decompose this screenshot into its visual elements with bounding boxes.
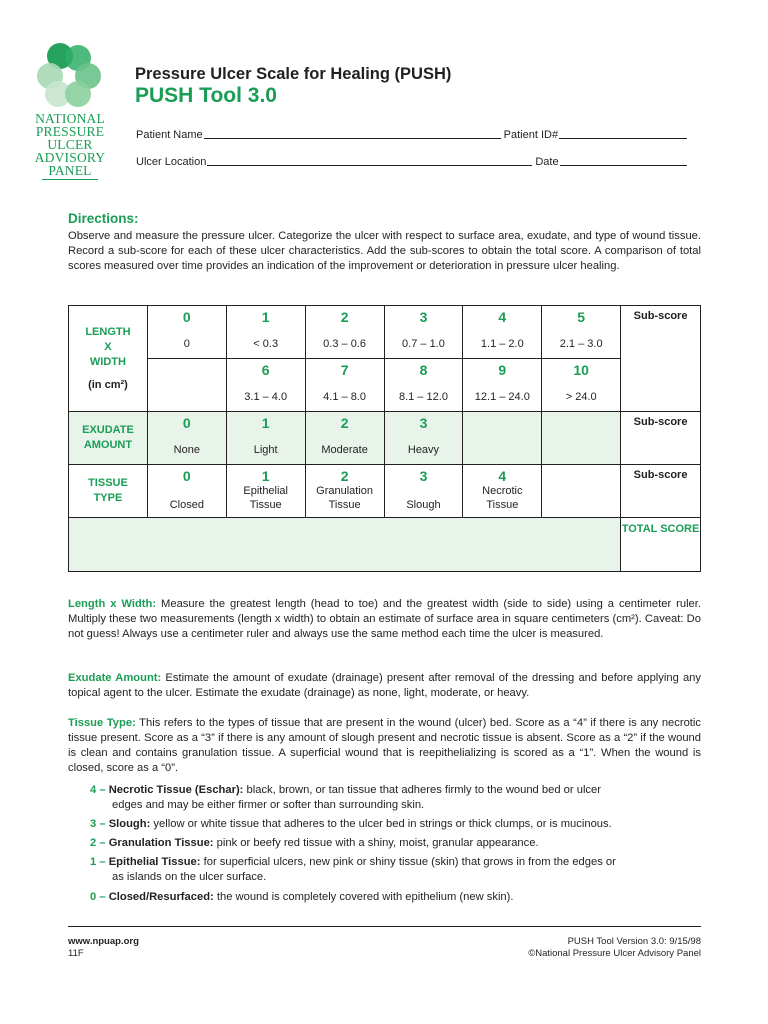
exudate-label-1: EXUDATE [82,424,134,436]
tissue-list-term: Epithelial Tissue: [108,856,201,868]
footer-copyright: ©National Pressure Ulcer Advisory Panel [528,948,701,959]
exudate-label [69,412,148,465]
score-number: 3 [419,415,428,431]
tissue-type-text: This refers to the types of tissue that are present in the wound (ulcer) bed. Score as a “4” if there is any necrotic tissue present. Score as a “3” if there is any amount of slough present and necrotic tissue is absent. Score as a “2” if the wound is clean and contains granulation tissue. A superficial wound that is reepithelializing is scored as a “1”. When the wound is closed, score as a “0”. [68,717,701,774]
footer-code: 11F [68,948,84,959]
tissue-list-dash: – [96,818,109,830]
directions-text: Observe and measure the pressure ulcer. Categorize the ulcer with respect to surface area, exudate, and type of wound tissue. Record a sub-score for each of these ulcer characteristics. Add the sub-scores to obtain the total score. A comparison of total scores measured over time provides an indication of the improvement or deterioration in pressure ulcer healing. [68,230,701,272]
tissue-list-item-1 [90,855,700,885]
tissue-list-line1: pink or beefy red tissue with a shiny, moist, granular appearance. [213,837,539,849]
ulcer-location-field[interactable] [207,155,532,166]
score-number: 3 [419,309,428,325]
score-value: 8.1 – 12.0 [399,391,448,403]
length-cell-5 [542,306,621,359]
score-number: 6 [261,362,270,378]
score-value: Moderate [321,444,368,456]
tissue-list-term: Granulation Tissue: [108,837,214,849]
exudate-lead: Exudate Amount: [68,672,162,684]
length-cell-8 [384,359,463,412]
score-number: 0 [182,309,191,325]
score-value: 0 [183,338,190,350]
ulcer-location-label: Ulcer Location [136,156,207,168]
tissue-list-dash: – [96,837,109,849]
score-value: 0.7 – 1.0 [402,338,445,350]
tissue-list-item-0 [90,890,700,905]
length-cell-9 [463,359,542,412]
score-value: Heavy [407,444,440,456]
score-number: 2 [340,415,349,431]
score-value-2: Tissue [486,499,519,511]
score-number: 9 [498,362,507,378]
score-value-1 [148,484,226,498]
length-subscore-cell[interactable] [621,306,701,412]
score-value-2: Tissue [249,499,282,511]
length-cell-6 [226,359,305,412]
length-cell-7 [305,359,384,412]
tissue-list-dash: – [96,784,109,796]
logo-text [30,112,110,180]
score-value: 1.1 – 2.0 [480,338,524,350]
tissue-list-item-2 [90,836,700,851]
score-number: 1 [261,415,270,431]
logo-line-3: ULCER [47,137,93,152]
date-field[interactable] [560,155,687,166]
npuap-logo [30,42,110,182]
score-number: 4 [498,468,507,484]
page-title: Pressure Ulcer Scale for Healing (PUSH) [135,65,452,83]
length-label: LENGTH [85,325,131,338]
x-label: X [104,340,112,353]
patient-id-label: Patient ID# [503,129,559,141]
tissue-list-term: Slough: [108,818,151,830]
tissue-cell-2 [305,465,384,518]
score-value-1: Epithelial [243,485,288,497]
tissue-cell-0 [147,465,226,518]
tissue-cell-3 [384,465,463,518]
length-width-text: Measure the greatest length (head to toe) and the greatest width (side to side) using a centimeter ruler. Multiply these two measurements (length x width) to obtain an estimate of surface area in square centimeters (cm²). Caveat: Do not guess! Always use a centimeter ruler and always use the same method each time the ulcer is measured. [68,598,701,640]
score-number: 1 [261,468,270,484]
patient-id-field[interactable] [559,128,687,139]
score-value: 12.1 – 24.0 [474,391,530,403]
logo-line-5: PANEL [48,163,92,178]
tissue-subscore-cell[interactable] [621,465,701,518]
length-cell-2 [305,306,384,359]
patient-row [136,128,690,141]
tissue-list-dash: – [96,891,109,903]
subscore-label: Sub-score [633,469,688,481]
score-value-2: Slough [406,499,441,511]
score-value-2: Closed [169,499,204,511]
footer-version: PUSH Tool Version 3.0: 9/15/98 [567,936,701,947]
score-value: < 0.3 [253,338,279,350]
exudate-cell-0 [147,412,226,465]
score-value-1: Necrotic [482,485,523,497]
score-number: 2 [340,309,349,325]
length-width-paragraph [68,597,701,642]
length-cell-1 [226,306,305,359]
score-number: 5 [577,309,586,325]
tissue-list-term: Necrotic Tissue (Eschar): [108,784,244,796]
patient-name-label: Patient Name [136,129,203,141]
tissue-cell-4 [463,465,542,518]
score-value: Light [253,444,278,456]
score-value-2: Tissue [328,499,361,511]
length-width-lead: Length x Width: [68,598,157,610]
push-score-table [68,305,701,572]
score-number: 10 [573,362,589,378]
score-value: > 24.0 [565,391,597,403]
tissue-list-line1: the wound is completely covered with epithelium (new skin). [213,891,514,903]
score-value: 3.1 – 4.0 [244,391,288,403]
total-score-cell[interactable] [621,518,701,572]
tissue-label-1: TISSUE [88,477,128,489]
subscore-label: Sub-score [633,416,688,428]
logo-underline [42,179,98,180]
length-cell-empty [147,359,226,412]
tissue-list-num: 0 [90,891,97,903]
length-unit-label: (in cm²) [88,378,128,391]
score-value-1 [385,484,463,498]
tissue-list-num: 4 [90,784,97,796]
tissue-list-item-4 [90,783,700,813]
score-number: 4 [498,309,507,325]
score-number: 0 [182,415,191,431]
exudate-paragraph [68,671,701,701]
length-cell-10 [542,359,621,412]
exudate-cell-1 [226,412,305,465]
footer-rule [68,926,701,927]
exudate-cell-empty [542,412,621,465]
tissue-list-num: 3 [90,818,97,830]
length-cell-4 [463,306,542,359]
logo-circles-icon [32,42,108,114]
location-row [136,155,690,168]
width-label: WIDTH [89,355,126,368]
exudate-subscore-cell[interactable] [621,412,701,465]
tissue-list-line1: yellow or white tissue that adheres to the ulcer bed in strings or thick clumps, or is mucinous. [150,818,612,830]
tissue-list-term: Closed/Resurfaced: [108,891,214,903]
exudate-cell-3 [384,412,463,465]
directions-heading: Directions: [68,211,139,226]
patient-name-field[interactable] [204,128,501,139]
tissue-type-lead: Tissue Type: [68,717,136,729]
page-subtitle: PUSH Tool 3.0 [135,84,277,107]
exudate-label-2: AMOUNT [83,439,133,451]
tissue-list-line1: for superficial ulcers, new pink or shiny tissue (skin) that grows in from the edges or [200,856,616,868]
tissue-label [69,465,148,518]
tissue-list-num: 2 [90,837,97,849]
tissue-cell-1 [226,465,305,518]
tissue-list-dash: – [96,856,109,868]
score-value-1: Granulation [316,485,374,497]
tissue-list-item-3 [90,817,700,832]
exudate-cell-empty [463,412,542,465]
total-score-label: TOTAL SCORE [621,523,700,535]
tissue-list-num: 1 [90,856,97,868]
score-number: 2 [340,468,349,484]
tissue-list-line2: edges and may be either firmer or softer than surrounding skin. [112,799,425,811]
score-value: 2.1 – 3.0 [559,338,603,350]
tissue-cell-empty [542,465,621,518]
score-number: 3 [419,468,428,484]
exudate-text: Estimate the amount of exudate (drainage) present after removal of the dressing and before applying any topical agent to the ulcer. Estimate the exudate (drainage) as none, light, moderate, or heavy. [68,672,702,699]
exudate-cell-2 [305,412,384,465]
total-shaded-cell [69,518,621,572]
tissue-list-line2: as islands on the ulcer surface. [112,871,267,883]
date-label: Date [535,156,559,168]
score-number: 1 [261,309,270,325]
length-cell-0 [147,306,226,359]
score-number: 0 [182,468,191,484]
score-number: 7 [340,362,349,378]
footer-url-link[interactable]: www.npuap.org [68,936,139,947]
score-value: 0.3 – 0.6 [323,338,366,350]
length-cell-3 [384,306,463,359]
tissue-type-paragraph [68,716,701,776]
score-number: 8 [419,362,428,378]
logo-line-1: NATIONAL [35,111,105,126]
subscore-label: Sub-score [633,310,688,322]
logo-line-2: PRESSURE [35,124,105,139]
length-width-label [69,306,148,412]
logo-line-4: ADVISORY [34,150,106,165]
score-value: None [173,444,200,456]
tissue-list-line1: black, brown, or tan tissue that adheres firmly to the wound bed or ulcer [243,784,601,796]
tissue-label-2: TYPE [93,492,123,504]
score-value: 4.1 – 8.0 [323,391,366,403]
